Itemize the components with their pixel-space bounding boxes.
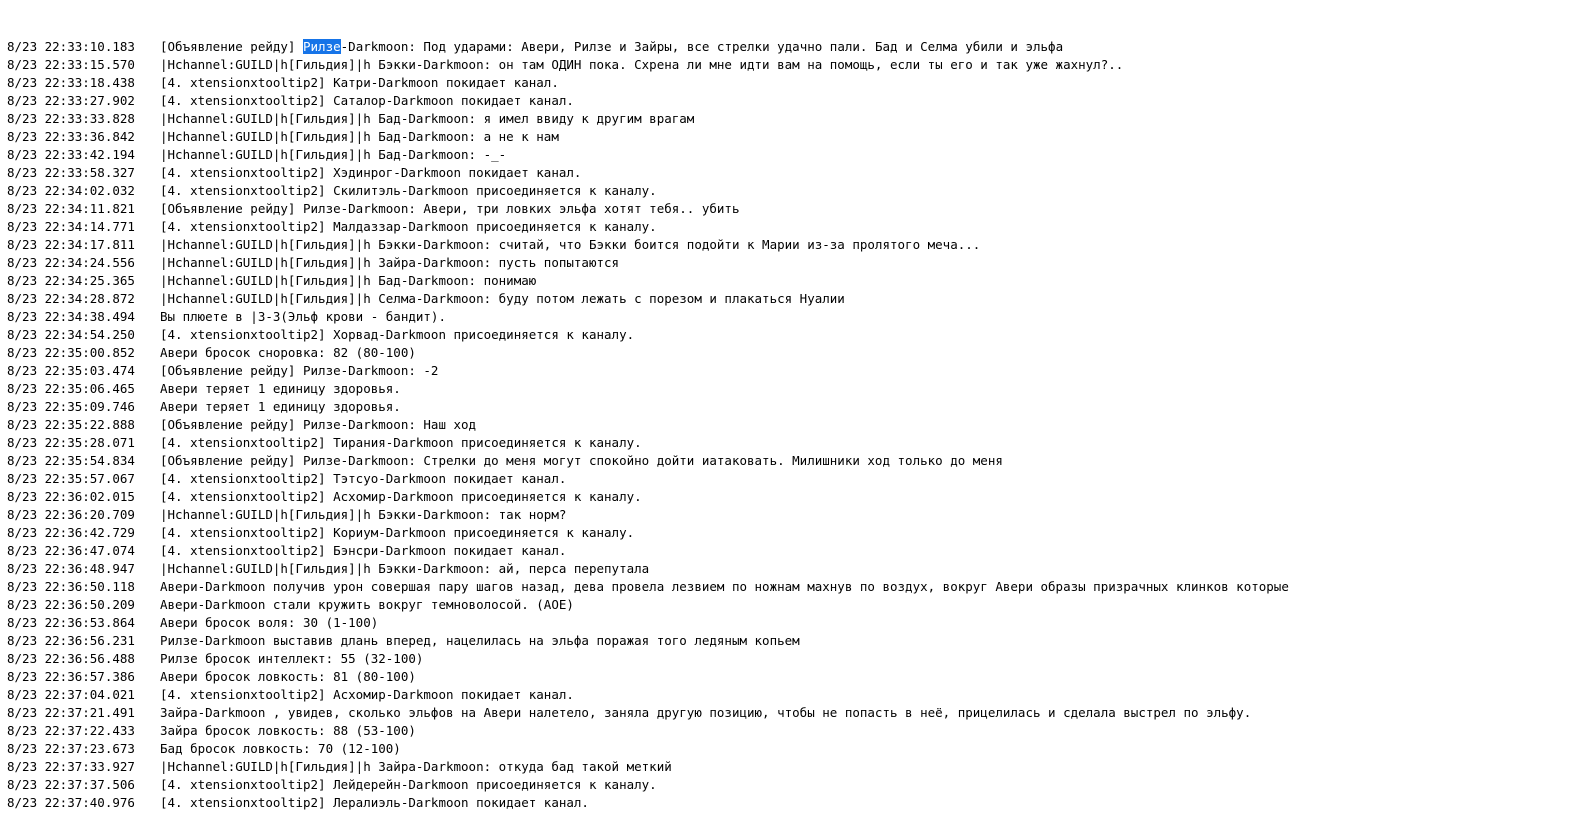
message: |Hchannel:GUILD|h[Гильдия]|h Зайра-Darkmoon: откуда бад такой меткий [160, 759, 672, 774]
message: [4. xtensionxtooltip2] Катри-Darkmoon покидает канал. [160, 75, 559, 90]
message: [4. xtensionxtooltip2] Хорвад-Darkmoon присоединяется к каналу. [160, 327, 635, 342]
log-line[interactable] [7, 182, 1584, 200]
log-line[interactable] [7, 38, 1584, 56]
timestamp: 8/23 22:36:47.074 [7, 543, 135, 558]
timestamp: 8/23 22:35:03.474 [7, 363, 135, 378]
log-line[interactable] [7, 740, 1584, 758]
timestamp: 8/23 22:36:50.118 [7, 579, 135, 594]
log-line[interactable] [7, 380, 1584, 398]
log-line[interactable] [7, 290, 1584, 308]
message: Рилзе-Darkmoon выставив длань вперед, нацелилась на эльфа поражая того ледяным копьем [160, 633, 800, 648]
log-line[interactable] [7, 704, 1584, 722]
timestamp: 8/23 22:35:54.834 [7, 453, 135, 468]
log-line[interactable] [7, 362, 1584, 380]
message: |Hchannel:GUILD|h[Гильдия]|h Бад-Darkmoon: а не к нам [160, 129, 559, 144]
timestamp: 8/23 22:36:42.729 [7, 525, 135, 540]
log-line[interactable] [7, 56, 1584, 74]
log-line[interactable] [7, 632, 1584, 650]
timestamp: 8/23 22:37:23.673 [7, 741, 135, 756]
timestamp: 8/23 22:33:36.842 [7, 129, 135, 144]
message: [Объявление рейду] Рилзе-Darkmoon: Стрелки до меня могут спокойно дойти иатаковать. Милишники ход только до меня [160, 453, 1003, 468]
log-line[interactable] [7, 272, 1584, 290]
timestamp: 8/23 22:35:00.852 [7, 345, 135, 360]
log-line[interactable] [7, 236, 1584, 254]
message: [4. xtensionxtooltip2] Лералиэль-Darkmoon покидает канал. [160, 795, 589, 810]
log-line[interactable] [7, 146, 1584, 164]
message: [4. xtensionxtooltip2] Кориум-Darkmoon присоединяется к каналу. [160, 525, 635, 540]
message: Авери-Darkmoon стали кружить вокруг темноволосой. (АОЕ) [160, 597, 574, 612]
message: [4. xtensionxtooltip2] Саталор-Darkmoon покидает канал. [160, 93, 574, 108]
timestamp: 8/23 22:37:04.021 [7, 687, 135, 702]
timestamp: 8/23 22:33:18.438 [7, 75, 135, 90]
message: |Hchannel:GUILD|h[Гильдия]|h Бад-Darkmoon: я имел ввиду к другим врагам [160, 111, 695, 126]
timestamp: 8/23 22:34:11.821 [7, 201, 135, 216]
log-line[interactable] [7, 344, 1584, 362]
log-line[interactable] [7, 416, 1584, 434]
timestamp: 8/23 22:34:25.365 [7, 273, 135, 288]
log-line[interactable] [7, 686, 1584, 704]
message: Рилзе бросок интеллект: 55 (32-100) [160, 651, 424, 666]
log-line[interactable] [7, 434, 1584, 452]
log-line[interactable] [7, 506, 1584, 524]
log-line[interactable] [7, 578, 1584, 596]
timestamp: 8/23 22:35:09.746 [7, 399, 135, 414]
timestamp: 8/23 22:35:22.888 [7, 417, 135, 432]
message [160, 39, 1063, 54]
message: [4. xtensionxtooltip2] Скилитэль-Darkmoon присоединяется к каналу. [160, 183, 657, 198]
timestamp: 8/23 22:36:02.015 [7, 489, 135, 504]
log-line[interactable] [7, 254, 1584, 272]
timestamp: 8/23 22:35:06.465 [7, 381, 135, 396]
log-line[interactable] [7, 650, 1584, 668]
timestamp: 8/23 22:37:21.491 [7, 705, 135, 720]
timestamp: 8/23 22:36:56.231 [7, 633, 135, 648]
message: |Hchannel:GUILD|h[Гильдия]|h Бэкки-Darkmoon: считай, что Бэкки боится подойти к Марии из-за пролятого меча... [160, 237, 981, 252]
log-line[interactable] [7, 218, 1584, 236]
timestamp: 8/23 22:33:33.828 [7, 111, 135, 126]
message: Бад бросок ловкость: 70 (12-100) [160, 741, 401, 756]
log-line[interactable] [7, 128, 1584, 146]
timestamp: 8/23 22:36:53.864 [7, 615, 135, 630]
timestamp: 8/23 22:35:28.071 [7, 435, 135, 450]
message: [4. xtensionxtooltip2] Хэдинрог-Darkmoon покидает канал. [160, 165, 582, 180]
message: [4. xtensionxtooltip2] Бэнсри-Darkmoon покидает канал. [160, 543, 567, 558]
message: [Объявление рейду] Рилзе-Darkmoon: -2 [160, 363, 439, 378]
log-line[interactable] [7, 164, 1584, 182]
timestamp: 8/23 22:33:42.194 [7, 147, 135, 162]
timestamp: 8/23 22:37:22.433 [7, 723, 135, 738]
timestamp: 8/23 22:37:33.927 [7, 759, 135, 774]
log-line[interactable] [7, 560, 1584, 578]
message: |Hchannel:GUILD|h[Гильдия]|h Бэкки-Darkmoon: ай, перса перепутала [160, 561, 650, 576]
timestamp: 8/23 22:36:57.386 [7, 669, 135, 684]
log-line[interactable] [7, 794, 1584, 812]
log-line[interactable] [7, 542, 1584, 560]
message: [4. xtensionxtooltip2] Малдаззар-Darkmoon присоединяется к каналу. [160, 219, 657, 234]
message: Авери бросок ловкость: 81 (80-100) [160, 669, 416, 684]
log-line[interactable] [7, 596, 1584, 614]
timestamp: 8/23 22:34:54.250 [7, 327, 135, 342]
timestamp: 8/23 22:36:20.709 [7, 507, 135, 522]
log-line[interactable] [7, 92, 1584, 110]
message: [Объявление рейду] Рилзе-Darkmoon: Наш ход [160, 417, 477, 432]
message: [4. xtensionxtooltip2] Асхомир-Darkmoon покидает канал. [160, 687, 574, 702]
message: [Объявление рейду] Рилзе-Darkmoon: Авери, три ловких эльфа хотят тебя.. убить [160, 201, 740, 216]
message: [4. xtensionxtooltip2] Тирания-Darkmoon присоединяется к каналу. [160, 435, 642, 450]
timestamp: 8/23 22:33:27.902 [7, 93, 135, 108]
message: Авери теряет 1 единицу здоровья. [160, 399, 401, 414]
message: Зайра бросок ловкость: 88 (53-100) [160, 723, 416, 738]
timestamp: 8/23 22:33:10.183 [7, 39, 135, 54]
timestamp: 8/23 22:34:24.556 [7, 255, 135, 270]
log-lines [7, 38, 1584, 812]
log-line[interactable] [7, 668, 1584, 686]
timestamp: 8/23 22:33:58.327 [7, 165, 135, 180]
message: |Hchannel:GUILD|h[Гильдия]|h Селма-Darkmoon: буду потом лежать с порезом и плакаться Нуалии [160, 291, 845, 306]
message: [4. xtensionxtooltip2] Асхомир-Darkmoon присоединяется к каналу. [160, 489, 642, 504]
message-text: [Объявление рейду] [160, 39, 303, 54]
log-line[interactable] [7, 74, 1584, 92]
log-line[interactable] [7, 524, 1584, 542]
log-line[interactable] [7, 452, 1584, 470]
message: Авери бросок воля: 30 (1-100) [160, 615, 379, 630]
log-line[interactable] [7, 758, 1584, 776]
timestamp: 8/23 22:34:02.032 [7, 183, 135, 198]
message-text: -Darkmoon: Под ударами: Авери, Рилзе и Зайры, все стрелки удачно пали. Бад и Селма убили и эльфа [340, 39, 1064, 54]
message: Вы плюете в |3-3(Эльф крови - бандит). [160, 309, 446, 324]
timestamp: 8/23 22:37:40.976 [7, 795, 135, 810]
timestamp: 8/23 22:34:17.811 [7, 237, 135, 252]
log-line[interactable] [7, 110, 1584, 128]
message: Авери теряет 1 единицу здоровья. [160, 381, 401, 396]
log-line[interactable] [7, 470, 1584, 488]
message: |Hchannel:GUILD|h[Гильдия]|h Бэкки-Darkmoon: он там ОДИН пока. Схрена ли мне идти вам на помощь, если ты его и так уже жахнул?.. [160, 57, 1124, 72]
message: |Hchannel:GUILD|h[Гильдия]|h Бэкки-Darkmoon: так норм? [160, 507, 567, 522]
log-line[interactable] [7, 776, 1584, 794]
log-line[interactable] [7, 488, 1584, 506]
message: Зайра-Darkmoon , увидев, сколько эльфов на Авери налетело, заняла другую позицию, чтобы не попасть в неё, прицелилась и сделала выстрел по эльфу. [160, 705, 1252, 720]
timestamp: 8/23 22:34:28.872 [7, 291, 135, 306]
timestamp: 8/23 22:33:15.570 [7, 57, 135, 72]
log-line[interactable] [7, 326, 1584, 344]
log-line[interactable] [7, 200, 1584, 218]
timestamp: 8/23 22:34:14.771 [7, 219, 135, 234]
message: |Hchannel:GUILD|h[Гильдия]|h Зайра-Darkmoon: пусть попытаются [160, 255, 620, 270]
log-line[interactable] [7, 614, 1584, 632]
log-line[interactable] [7, 722, 1584, 740]
message: Авери бросок сноровка: 82 (80-100) [160, 345, 416, 360]
message: |Hchannel:GUILD|h[Гильдия]|h Бад-Darkmoon: -_- [160, 147, 507, 162]
timestamp: 8/23 22:36:48.947 [7, 561, 135, 576]
timestamp: 8/23 22:35:57.067 [7, 471, 135, 486]
selected-text[interactable]: Рилзе [303, 39, 341, 54]
message: |Hchannel:GUILD|h[Гильдия]|h Бад-Darkmoon: понимаю [160, 273, 537, 288]
log-line[interactable] [7, 308, 1584, 326]
message: Авери-Darkmoon получив урон совершая пару шагов назад, дева провела лезвием по ножнам махнув по воздух, вокруг Авери образы призрачных клинков которые [160, 579, 1289, 594]
timestamp: 8/23 22:34:38.494 [7, 309, 135, 324]
log-line[interactable] [7, 398, 1584, 416]
timestamp: 8/23 22:36:56.488 [7, 651, 135, 666]
timestamp: 8/23 22:36:50.209 [7, 597, 135, 612]
timestamp: 8/23 22:37:37.506 [7, 777, 135, 792]
message: [4. xtensionxtooltip2] Лейдерейн-Darkmoon присоединяется к каналу. [160, 777, 657, 792]
message: [4. xtensionxtooltip2] Тэтсуо-Darkmoon покидает канал. [160, 471, 567, 486]
